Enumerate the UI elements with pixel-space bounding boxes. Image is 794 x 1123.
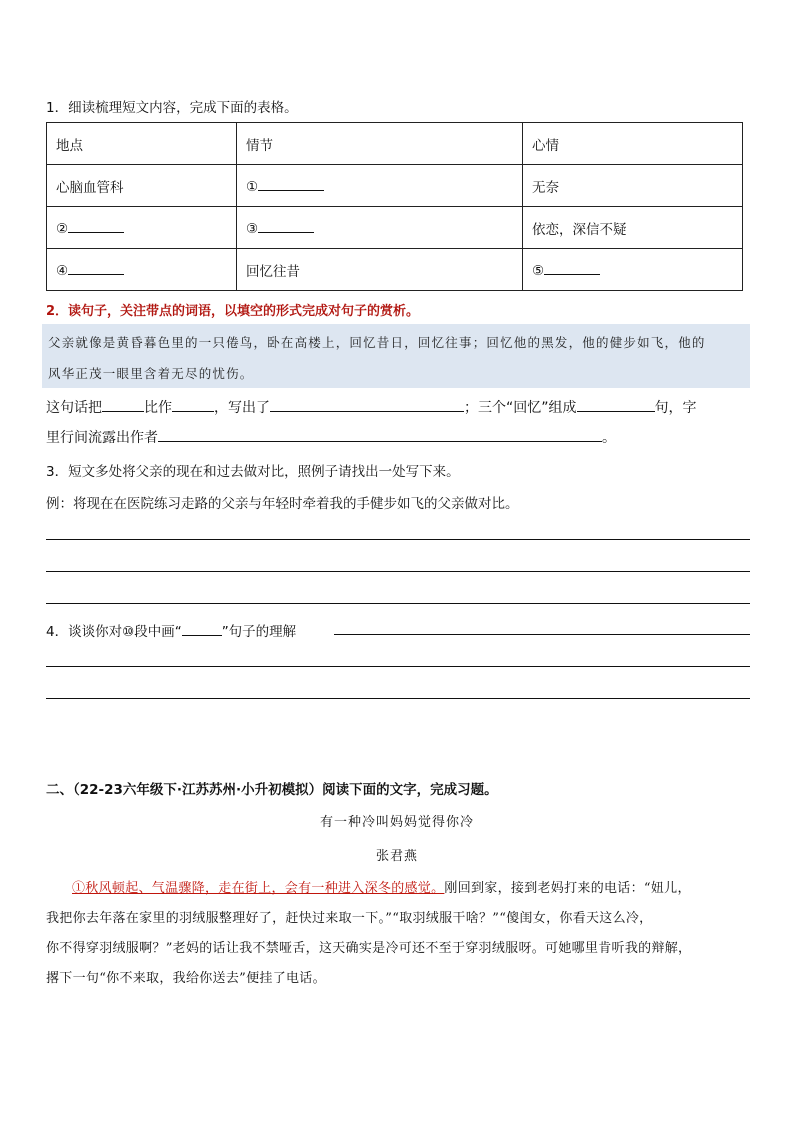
answer-line[interactable] (46, 539, 750, 540)
table-cell: 回忆往昔 (237, 249, 523, 291)
quote-box (42, 324, 750, 388)
answer-table (46, 122, 743, 291)
table-cell: 无奈 (523, 165, 743, 207)
text: ”句子的理解 (221, 624, 297, 640)
text: ；三个“回忆”组成 (464, 400, 577, 416)
answer-line[interactable] (334, 634, 750, 635)
answer-line[interactable] (46, 571, 750, 572)
example-text: 例：将现在在医院练习走路的父亲与年轻时牵着我的手健步如飞的父亲做对比。 (46, 496, 519, 512)
table-cell-blank[interactable] (523, 249, 743, 291)
fill-sentence-2 (46, 427, 616, 447)
fill-blank[interactable] (172, 398, 214, 412)
fill-blank[interactable] (68, 261, 124, 275)
answer-line[interactable] (46, 603, 750, 604)
table-cell: 依恋，深信不疑 (523, 207, 743, 249)
underline-mark (182, 622, 222, 636)
question-2: 2．读句子，关注带点的词语，以填空的形式完成对句子的赏析。 (46, 304, 420, 319)
quote-line: 父亲就像是黄昏暮色里的一只倦鸟，卧在高楼上，回忆昔日，回忆往事；回忆他的黑发，他的健步如飞，他的 (48, 335, 706, 350)
paragraph-line (46, 877, 752, 896)
table-row (47, 165, 743, 207)
header-mood: 心情 (523, 123, 743, 165)
header-location: 地点 (47, 123, 237, 165)
text: 刚回到家，接到老妈打来的电话：“妞儿， (444, 881, 691, 896)
table-cell-blank[interactable] (47, 207, 237, 249)
table-row (47, 207, 743, 249)
blank-label: ② (56, 220, 69, 237)
blank-label: ⑤ (532, 262, 545, 279)
fill-blank[interactable] (102, 398, 144, 412)
fill-sentence-1 (46, 397, 697, 417)
fill-blank[interactable] (158, 428, 602, 442)
table-cell-blank[interactable] (47, 249, 237, 291)
paragraph-line: 撂下一句“你不来取，我给你送去”便挂了电话。 (46, 971, 326, 986)
text: 这句话把 (46, 400, 102, 416)
fill-blank[interactable] (68, 219, 124, 233)
question-4 (46, 620, 296, 640)
fill-blank[interactable] (577, 398, 655, 412)
question-1: 1．细读梳理短文内容，完成下面的表格。 (46, 100, 298, 116)
paragraph-line: 我把你去年落在家里的羽绒服整理好了，赶快过来取一下。”“取羽绒服干啥？”“傻闺女，你看天这么冷， (46, 911, 653, 926)
quote-line: 风华正茂一眼里含着无尽的忧伤。 (48, 366, 254, 381)
fill-blank[interactable] (270, 398, 464, 412)
article-author: 张君燕 (375, 849, 418, 864)
table-cell: 心脑血管科 (47, 165, 237, 207)
blank-label: ④ (56, 262, 69, 279)
text: 比作 (144, 400, 172, 416)
text: 句，字 (654, 400, 697, 416)
fill-blank[interactable] (258, 177, 324, 191)
underlined-sentence: ①秋风顿起、气温骤降，走在街上，会有一种进入深冬的感觉。 (72, 881, 445, 896)
answer-line[interactable] (46, 666, 750, 667)
fill-blank[interactable] (258, 219, 314, 233)
blank-label: ③ (246, 220, 259, 237)
text: 里行间流露出作者 (46, 430, 158, 446)
text: ，写出了 (214, 400, 270, 416)
fill-blank[interactable] (544, 261, 600, 275)
paragraph-line: 你不得穿羽绒服啊？”老妈的话让我不禁哑舌，这天确实是冷可还不至于穿羽绒服呀。可她哪里肯听我的辩解， (46, 941, 692, 956)
header-plot: 情节 (237, 123, 523, 165)
table-header-row (47, 123, 743, 165)
section-2-heading: 二、（22-23六年级下·江苏苏州·小升初模拟）阅读下面的文字，完成习题。 (46, 782, 498, 798)
table-cell-blank[interactable] (237, 207, 523, 249)
table-cell-blank[interactable] (237, 165, 523, 207)
answer-line[interactable] (46, 698, 750, 699)
text: 4．谈谈你对⑩段中画“ (46, 624, 182, 640)
question-3: 3．短文多处将父亲的现在和过去做对比，照例子请找出一处写下来。 (46, 464, 460, 480)
table-row (47, 249, 743, 291)
blank-label: ① (246, 178, 259, 195)
article-title: 有一种冷叫妈妈觉得你冷 (319, 815, 474, 830)
text: 。 (602, 430, 616, 446)
